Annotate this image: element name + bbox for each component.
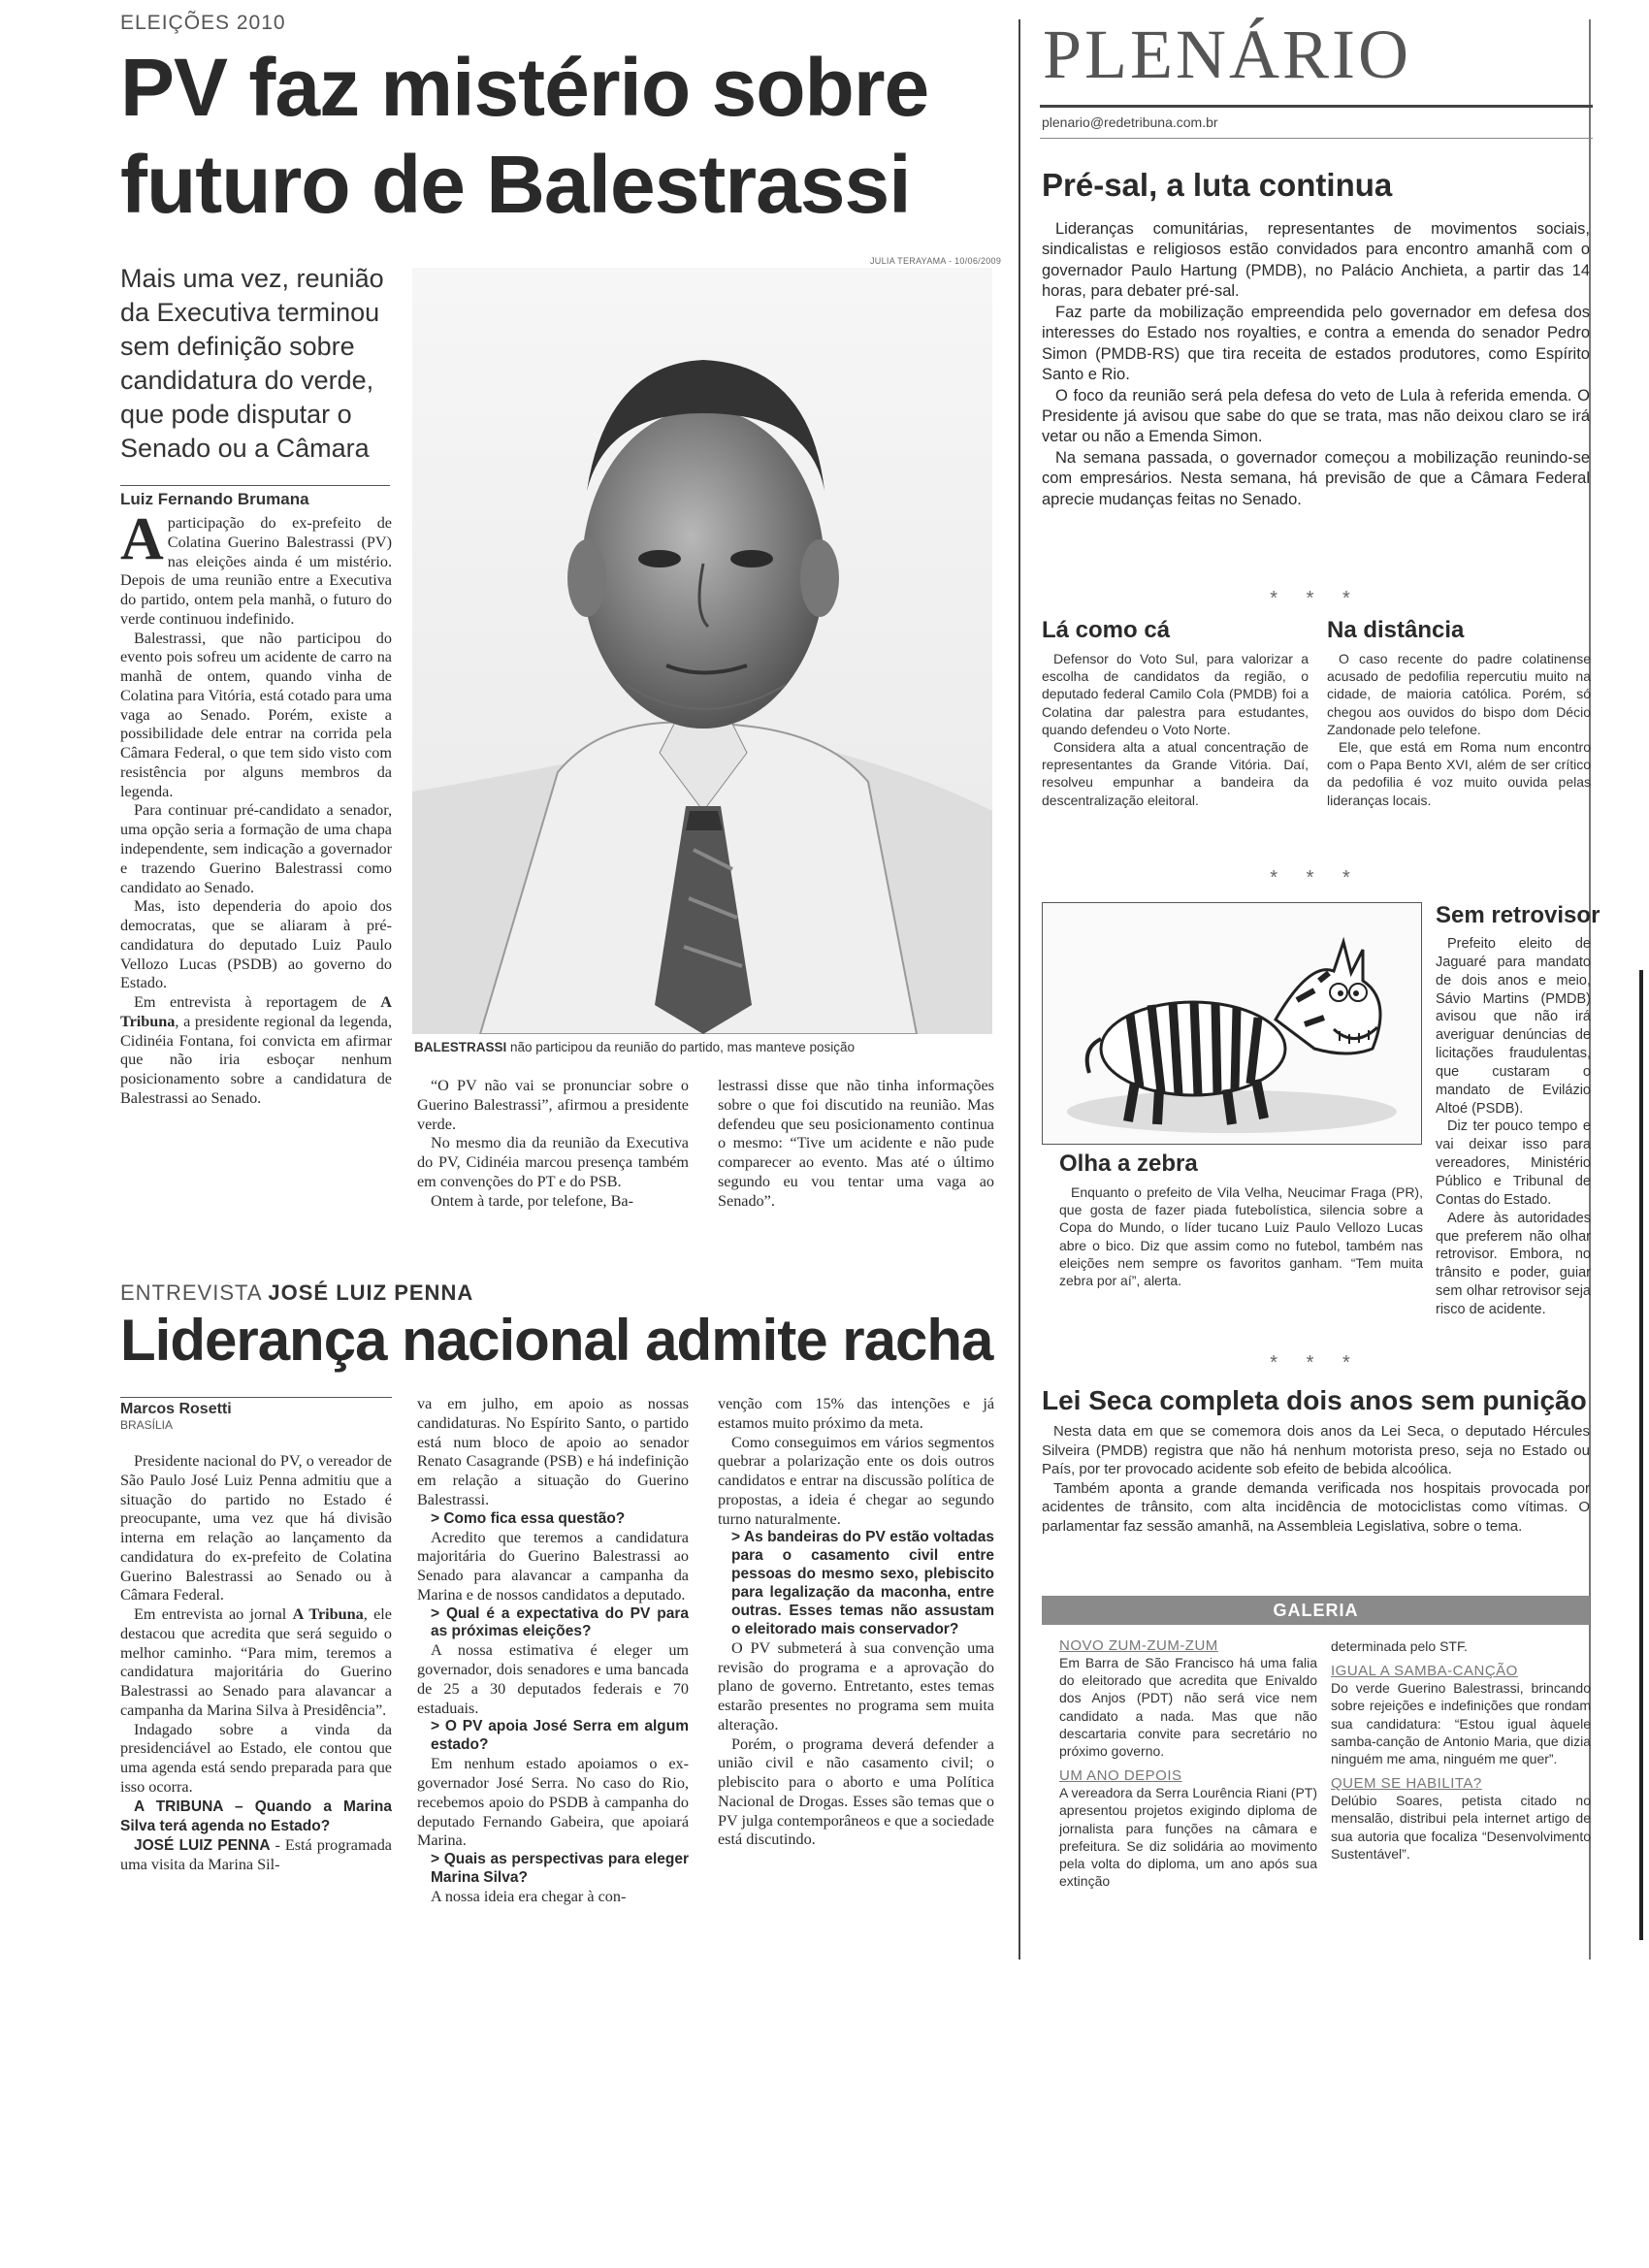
answer: JOSÉ LUIZ PENNA - Está programada uma visita da Marina Sil- — [120, 1835, 392, 1873]
lei-seca-title: Lei Seca completa dois anos sem punição — [1042, 1385, 1587, 1415]
paragraph: Em entrevista ao jornal A Tribuna, ele destacou que acredita que será seguido o melhor caminho. “Para mim, teremos a candidatura majoritária do Guerino Balestrassi ao Senado para alavancar a campanha da Marina Silva à Presidência”. — [120, 1605, 392, 1719]
paragraph: Mas, isto dependeria do apoio dos democratas, que se aliaram à pré-candidatura do deputado Luiz Paulo Vellozo Lucas (PSDB) ao governo do Estado. — [120, 897, 392, 992]
paragraph: Para continuar pré-candidato a senador, uma opção seria a formação de uma chapa independente, sem indicação a governador e trazendo Guerino Balestrassi como candidato ao Senado. — [120, 801, 392, 896]
plenario-email: plenario@redetribuna.com.br — [1042, 114, 1218, 130]
lei-seca-body — [1042, 1422, 1590, 1536]
question: > As bandeiras do PV estão voltadas para o casamento civil entre pessoas do mesmo sexo, plebiscito para legalização da maconha, entre outras. Esses temas não assustam o eleitorado mais conservador? — [731, 1529, 994, 1637]
paragraph: “O PV não vai se pronunciar sobre o Guerino Balestrassi”, afirmou a presidente verde. — [417, 1077, 689, 1133]
galeria-item-text: Em Barra de São Francisco há uma falia do eleitorado que acredita que Enivaldo dos Anjos (PDT) não será vice nem candidato a nada. Mas que não descartaria convite para secretário no próximo governo. — [1059, 1655, 1317, 1759]
paragraph: Ele, que está em Roma num encontro com o Papa Bento XVI, além de ser crítico da pedofilia é voz muito ouvida pelas lideranças locais. — [1327, 738, 1591, 808]
interview-location: BRASÍLIA — [120, 1418, 174, 1432]
answer: A nossa estimativa é eleger um governador, dois senadores e uma bancada de 25 a 30 deputados federais e 70 estaduais. — [417, 1641, 689, 1717]
galeria-item-text: Do verde Guerino Balestrassi, brincando sobre rejeições e indefinições que rondam sua candidatura: “Estou igual àquele samba-canção de Antonio Maria, que dizia ninguém me ama, ninguém me quer”. — [1331, 1680, 1591, 1766]
question: > O PV apoia José Serra em algum estado? — [431, 1718, 689, 1754]
newspaper-name: A Tribuna — [120, 993, 392, 1030]
galeria-item-title: NOVO ZUM-ZUM-ZUM — [1059, 1637, 1218, 1654]
paragraph: Como conseguimos em vários segmentos quebrar a polarização ente os dois outros candidatos e entrar na discussão política de propostas, a ideia é chegar ao segundo turno naturalmente. — [718, 1433, 994, 1528]
answer: Em nenhum estado apoiamos o ex-governador José Serra. No caso do Rio, recebemos apoio do PSDB à campanha do deputado Fernando Gabeira, que apoiará Marina. — [417, 1755, 689, 1850]
drop-cap: A — [120, 506, 164, 572]
galeria-banner: GALERIA — [1042, 1596, 1590, 1625]
caption-text: não participou da reunião do partido, mas manteve posição — [506, 1040, 855, 1054]
olha-zebra-title: Olha a zebra — [1059, 1150, 1198, 1177]
plenario-title: PLENÁRIO — [1043, 16, 1411, 93]
la-como-ca-body — [1042, 650, 1309, 809]
galeria-item-title: IGUAL A SAMBA-CANÇÃO — [1331, 1663, 1518, 1680]
separator-stars: * * * — [1270, 1352, 1362, 1374]
zebra-illustration — [1043, 903, 1421, 1144]
article-byline: Luiz Fernando Brumana — [120, 485, 390, 509]
photo-caption — [414, 1040, 996, 1054]
answer: A nossa ideia era chegar à con- — [431, 1887, 627, 1905]
interview-byline-block — [120, 1397, 392, 1432]
plenario-rule-thin — [1040, 138, 1593, 139]
newspaper-name: A Tribuna — [292, 1605, 364, 1624]
caption-lead: BALESTRASSI — [414, 1040, 507, 1054]
sem-retrovisor-title: Sem retrovisor — [1436, 902, 1600, 928]
sem-retrovisor-body — [1436, 935, 1591, 1319]
paragraph: lestrassi disse que não tinha informações sobre o que foi discutido na reunião. Mas defendeu que seu posicionamento continua o mesmo: “Tive um acidente e não pude comparecer ao evento. Mas até o último segundo eu vou tentar uma vaga ao Senado”. — [718, 1077, 994, 1210]
paragraph: Também aponta a grande demanda verificada nos hospitais provocada por acidentes de trânsito, com alta incidência de motociclistas como vítimas. O parlamentar faz sessão amanhã, na Assembleia Legislativa, sobre o tema. — [1042, 1479, 1590, 1535]
paragraph: Considera alta a atual concentração de representantes da Grande Vitória. Daí, resolveu empunhar a bandeira da descentralização eleitoral. — [1042, 738, 1309, 808]
separator-stars: * * * — [1270, 588, 1362, 609]
interview-kicker: ENTREVISTA JOSÉ LUIZ PENNA — [120, 1280, 474, 1305]
article-column-3 — [718, 1077, 994, 1211]
paragraph: No mesmo dia da reunião da Executiva do PV, Cidinéia marcou presença também em convenções do PT e do PSB. — [417, 1134, 689, 1190]
paragraph: venção com 15% das intenções e já estamos muito próximo da meta. — [718, 1395, 994, 1432]
paragraph: Enquanto o prefeito de Vila Velha, Neucimar Fraga (PR), que gosta de fazer piada futebolística, silencia sobre a Copa do Mundo, o líder tucano Luiz Paulo Vellozo Lucas abre o bico. Diz que assim como no futebol, também nas eleições nem sempre os favoritos ganham. “Tem muita zebra por aí”, alerta. — [1059, 1184, 1423, 1288]
interview-byline: Marcos Rosetti — [120, 1401, 232, 1417]
paragraph: O foco da reunião será pela defesa do veto de Lula à referida emenda. O Presidente já avisou que sabe do que se trata, mas não deixou claro se irá vetar ou não a Emenda Simon. — [1042, 386, 1590, 446]
interview-column-3 — [718, 1395, 994, 1850]
galeria-item-title: QUEM SE HABILITA? — [1331, 1775, 1482, 1793]
presal-body — [1042, 219, 1590, 510]
presal-title: Pré-sal, a luta continua — [1042, 167, 1393, 203]
na-distancia-body — [1327, 650, 1591, 809]
answer: O PV submeterá à sua convenção uma revisão do programa e a aprovação do plano de governo. Entretanto, estes temas estarão presentes no programa sem muita alteração. — [718, 1638, 994, 1733]
scan-edge — [1639, 970, 1643, 1940]
paragraph: Em entrevista à reportagem de A Tribuna, a presidente regional da legenda, Cidinéia Fontana, foi convicta em afirmar que não iria esboçar nenhum posicionamento sobre a candidatura de Balestrassi ao Senado. — [120, 993, 392, 1107]
portrait-illustration — [412, 268, 992, 1034]
question: A TRIBUNA – Quando a Marina Silva terá agenda no Estado? — [120, 1798, 393, 1834]
question: > Como fica essa questão? — [431, 1509, 626, 1527]
answer: Acredito que teremos a candidatura majoritária do Guerino Balestrassi ao Senado para alavancar a campanha da Marina e de nossos candidatos a deputado. — [417, 1528, 689, 1604]
headline-line-1: PV faz mistério sobre — [120, 42, 929, 133]
paragraph: Faz parte da mobilização empreendida pelo governador em defesa dos interesses do Estado nos royalties, e contra a emenda do senador Pedro Simon (PMDB-RS) que tira receita de estados produtores, como Espírito Santo e Rio. — [1042, 303, 1590, 384]
la-como-ca-title: Lá como cá — [1042, 617, 1171, 643]
paragraph: O caso recente do padre colatinense acusado de pedofilia repercutiu muito na cidade, de maioria católica. Porém, só chegou aos ouvidos do bispo dom Décio Zandonade pelo telefone. — [1327, 651, 1591, 737]
paragraph: Adere às autoridades que preferem não olhar retrovisor. Embora, no trânsito e poder, guiar sem olhar retrovisor seja risco de acidente. — [1436, 1210, 1591, 1317]
paragraph: Defensor do Voto Sul, para valorizar a escolha de candidatos da região, o deputado federal Camilo Cola (PMDB) foi a Colatina dar palestra para estudantes, quando defendeu o Voto Norte. — [1042, 651, 1309, 737]
question: > Quais as perspectivas para eleger Marina Silva? — [431, 1851, 689, 1886]
paragraph: va em julho, em apoio as nossas candidaturas. No Espírito Santo, o partido está num bloco de apoio ao senador Renato Casagrande (PSB) e há indefinição em relação a situação do Guerino Balestrassi. — [417, 1395, 689, 1508]
interviewee-name: JOSÉ LUIZ PENNA — [268, 1280, 474, 1305]
olha-zebra-body — [1059, 1183, 1423, 1289]
question: > Qual é a expectativa do PV para as próximas eleições? — [431, 1604, 689, 1640]
galeria-item-text: Delúbio Soares, petista citado no mensalão, distribui pela internet artigo de sua autoria que focaliza “Desenvolvimento Sustentável”. — [1331, 1793, 1591, 1862]
article-column-2 — [417, 1077, 689, 1211]
galeria-item-text: determinada pelo STF. — [1331, 1638, 1468, 1654]
paragraph: Balestrassi, que não participou do evento pois sofreu um acidente de carro na manhã de ontem, quando vinha de Colatina para Vitória, está cotado para uma vaga ao Senado. Porém, existe a possibilidade dele entrar na corrida pela Câmara Federal, o que tem sido visto com resistência por alguns membros da legenda. — [120, 629, 392, 800]
paragraph: Indagado sobre a vinda da presidenciável ao Estado, ele contou que uma agenda está sendo preparada para que isso ocorra. — [120, 1720, 392, 1797]
article-column-1 — [120, 506, 392, 1109]
paragraph: Prefeito eleito de Jaguaré para mandato de dois anos e meio, Sávio Martins (PMDB) avisou que não irá averiguar denúncias de licitações fraudulentas, que custaram o mandato de Evilázio Altoé (PSDB). — [1436, 936, 1591, 1117]
paragraph: Presidente nacional do PV, o vereador de São Paulo José Luiz Penna admitiu que a situação do partido no Estado é preocupante, uma vez que há divisão interna em relação ao lançamento da candidatura do ex-prefeito de Colatina Guerino Balestrassi ao Senado ou à Câmara Federal. — [120, 1452, 392, 1604]
section-kicker: ELEIÇÕES 2010 — [120, 12, 286, 34]
interview-column-2 — [417, 1395, 689, 1907]
galeria-item-title: UM ANO DEPOIS — [1059, 1767, 1182, 1785]
photo-credit: JULIA TERAYAMA - 10/06/2009 — [870, 256, 1002, 266]
separator-stars: * * * — [1270, 867, 1362, 889]
galeria-column-2 — [1331, 1630, 1591, 1863]
paragraph: Na semana passada, o governador começou a mobilização reunindo-se com empresários. Nesta semana, há previsão de que a Câmara Federal aprecie mudanças feitas no Senado. — [1042, 448, 1590, 508]
interview-headline: Liderança nacional admite racha — [120, 1308, 993, 1373]
paragraph: Lideranças comunitárias, representantes de movimentos sociais, sindicalistas e religiosos estão convidados para encontro amanhã com o governador Paulo Hartung (PMDB), no Palácio Anchieta, a partir das 14 horas, para debater pré-sal. — [1042, 220, 1590, 301]
galeria-item-text: A vereadora da Serra Lourência Riani (PT) apresentou projetos exigindo diploma de jornalista para funções na câmara e prefeitura. Se diz solidária ao movimento pela volta do diploma, um ano após sua extinção — [1059, 1785, 1317, 1890]
paragraph: Diz ter pouco tempo e vai deixar isso para vereadores, Ministério Público e Tribunal de Contas do Estado. — [1436, 1118, 1591, 1208]
galeria-column-1 — [1059, 1630, 1317, 1890]
na-distancia-title: Na distância — [1327, 617, 1465, 643]
zebra-cartoon — [1042, 902, 1422, 1145]
answer: Porém, o programa deverá defender a união civil e não casamento civil; o plebiscito para o aborto e uma Política Nacional de Drogas. Esses são temas que o PV julga contemporâneos e que a sociedade está discutindo. — [718, 1734, 994, 1849]
article-dek: Mais uma vez, reunião da Executiva terminou sem definição sobre candidatura do verde, que pode disputar o Senado ou a Câmara — [120, 264, 384, 464]
paragraph: participação do ex-prefeito de Colatina Guerino Balestrassi (PV) nas eleições ainda é um mistério. Depois de uma reunião entre a Executiva do partido, ontem pela manhã, o futuro do verde continuou indefinido. — [120, 514, 392, 628]
plenario-rule — [1040, 105, 1593, 108]
headline-line-2: futuro de Balestrassi — [120, 139, 911, 230]
paragraph: Nesta data em que se comemora dois anos da Lei Seca, o deputado Hércules Silveira (PMDB) registra que não há nenhum motorista preso, seja no Estado ou País, por ter provocado acidente sob efeito de bebida alcoólica. — [1042, 1423, 1590, 1477]
interview-column-1 — [120, 1452, 392, 1874]
portrait-photo — [412, 268, 992, 1034]
paragraph: Ontem à tarde, por telefone, Ba- — [431, 1191, 633, 1210]
